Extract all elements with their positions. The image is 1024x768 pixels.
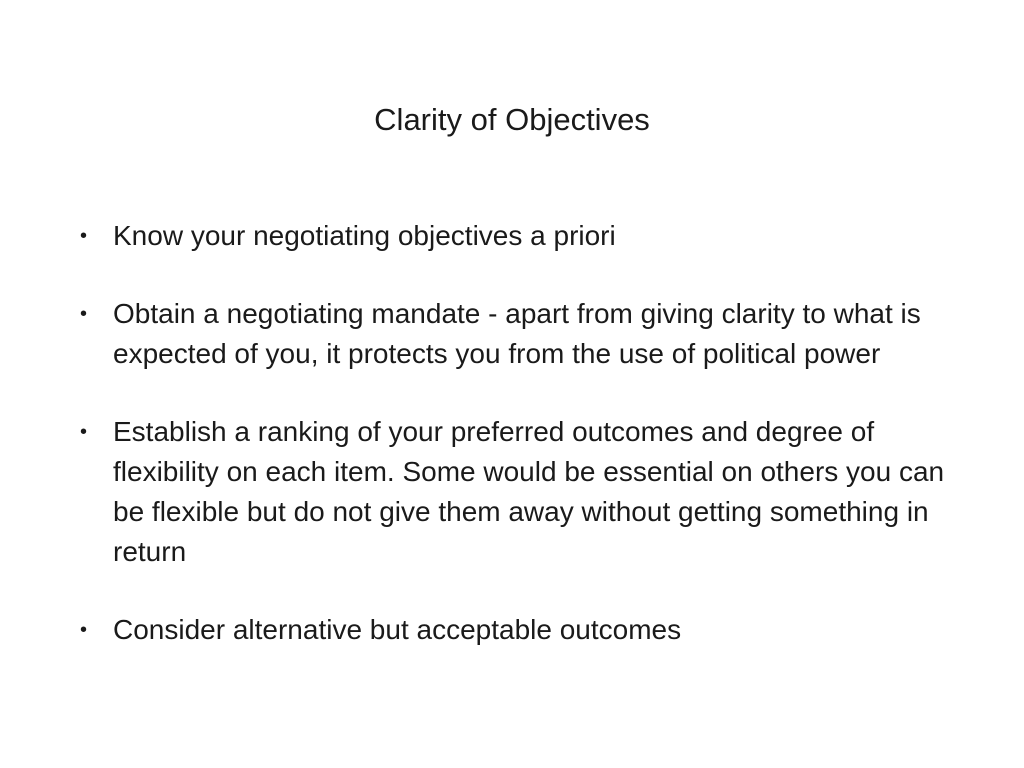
slide-title: Clarity of Objectives — [374, 102, 650, 137]
bullet-text: Consider alternative but acceptable outcomes — [113, 614, 682, 645]
bullet-dot-icon: • — [80, 225, 88, 247]
bullet-text: Know your negotiating objectives a priori — [113, 220, 616, 251]
bullet-dot-icon: • — [80, 303, 88, 325]
bullet-text: Obtain a negotiating mandate - apart from giving clarity to what is expected of you, it protects you from the use of political power — [113, 298, 921, 369]
bullet-item-1 — [78, 216, 958, 256]
bullet-item-3 — [78, 412, 958, 572]
bullet-item-2 — [78, 294, 958, 374]
bullet-text: Establish a ranking of your preferred outcomes and degree of flexibility on each item. Some would be essential on others you can be flexible but do not give them away without getting something in return — [113, 416, 945, 567]
bullet-dot-icon: • — [80, 619, 88, 641]
bullet-item-4 — [78, 610, 958, 650]
bullet-dot-icon: • — [80, 421, 88, 443]
bullet-list — [78, 216, 958, 650]
